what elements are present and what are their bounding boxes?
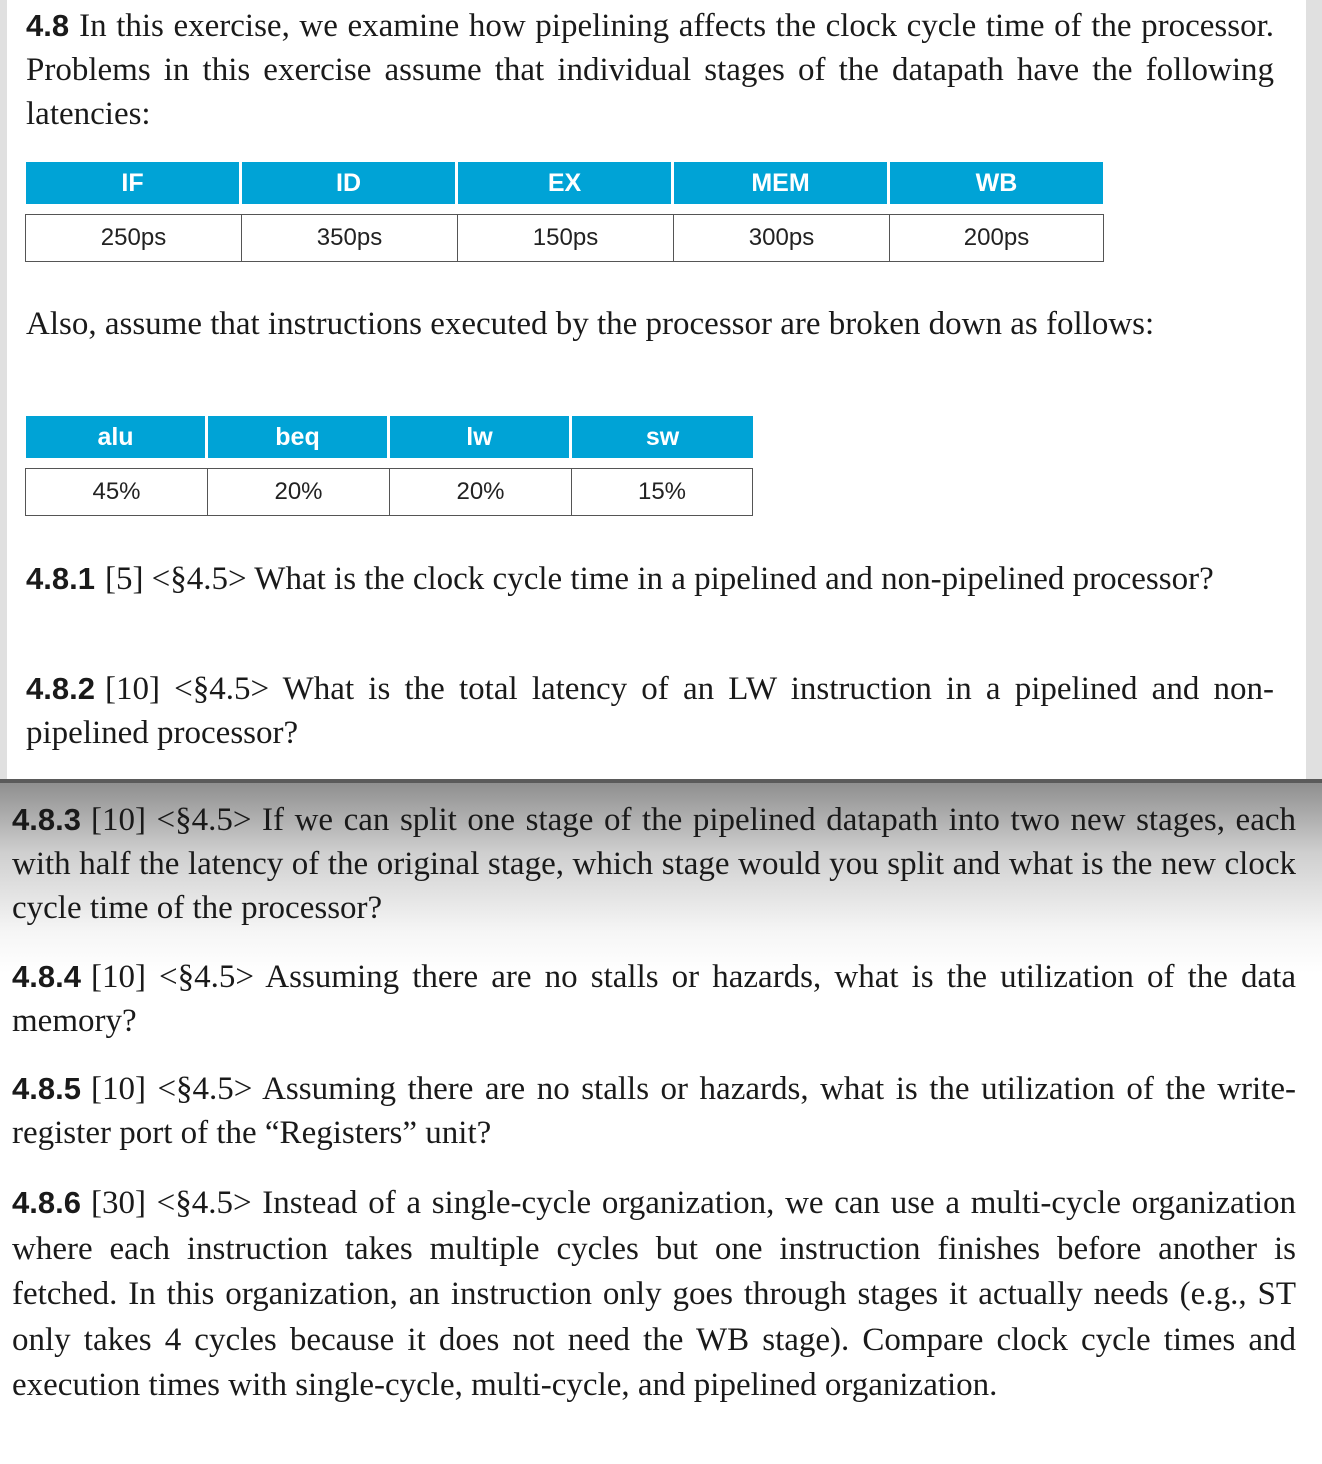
value-cell: 20%: [207, 469, 389, 515]
question-4-8-4: [12, 955, 1296, 1043]
header-cell: EX: [458, 162, 671, 204]
instruction-mix-text: Also, assume that instructions executed by the processor are broken down as follows:: [26, 306, 1155, 342]
mix-table-row: [25, 468, 753, 516]
mix-table-header: [26, 416, 753, 458]
latency-table-header: [26, 162, 1103, 204]
header-cell: MEM: [674, 162, 887, 204]
value-cell: 20%: [389, 469, 571, 515]
header-cell: IF: [26, 162, 239, 204]
header-cell: lw: [390, 416, 569, 458]
header-cell: WB: [890, 162, 1103, 204]
question-text: [10] <§4.5> Assuming there are no stalls or hazards, what is the utilization of the write-register port of the “Registers” unit?: [12, 1071, 1296, 1151]
value-cell: 45%: [92, 478, 141, 505]
exercise-number: 4.8: [26, 8, 70, 43]
header-cell: alu: [26, 416, 205, 458]
header-cell: sw: [572, 416, 753, 458]
value-cell: 15%: [571, 469, 752, 515]
question-text: [10] <§4.5> If we can split one stage of the pipelined datapath into two new stages, each with half the latency of the original stage, which stage would you split and what is the new clock cycle time of the processor?: [12, 802, 1296, 926]
question-text: [30] <§4.5> Instead of a single-cycle organization, we can use a multi-cycle organization where each instruction takes multiple cycles but one instruction finishes before another is fetched. In this organization, an instruction only goes through stages it actually needs (e.g., ST only takes 4 cycles because it does not need the WB stage). Compare clock cycle times and execution times with single-cycle, multi-cycle, and pipelined organization.: [12, 1185, 1296, 1403]
question-number: 4.8.5: [12, 1071, 81, 1106]
question-4-8-2: [26, 667, 1274, 755]
question-text: [10] <§4.5> What is the total latency of an LW instruction in a pipelined and non-pipelined processor?: [26, 671, 1274, 751]
intro-text: In this exercise, we examine how pipelining affects the clock cycle time of the processor. Problems in this exercise assume that individual stages of the datapath have the following latencies:: [26, 8, 1274, 132]
left-margin-strip: [0, 0, 7, 780]
latency-table-row: [25, 214, 1104, 262]
question-4-8-3: [12, 798, 1296, 930]
question-number: 4.8.3: [12, 802, 81, 837]
question-4-8-6: [12, 1180, 1296, 1409]
question-number: 4.8.4: [12, 959, 81, 994]
header-cell: ID: [242, 162, 455, 204]
lower-page-section: [0, 783, 1322, 1464]
exercise-intro: [26, 4, 1274, 136]
question-4-8-5: [12, 1067, 1296, 1155]
question-text: [5] <§4.5> What is the clock cycle time in a pipelined and non-pipelined processor?: [104, 561, 1214, 597]
value-cell: 300ps: [673, 215, 889, 261]
header-cell: beq: [208, 416, 387, 458]
value-cell: 350ps: [241, 215, 457, 261]
question-text: [10] <§4.5> Assuming there are no stalls or hazards, what is the utilization of the data memory?: [12, 959, 1296, 1039]
question-4-8-1: [26, 557, 1274, 601]
question-number: 4.8.6: [12, 1185, 81, 1220]
value-cell: 150ps: [457, 215, 673, 261]
value-cell: 200ps: [889, 215, 1103, 261]
question-number: 4.8.1: [26, 561, 95, 596]
right-scrollbar-strip: [1306, 0, 1322, 780]
value-cell: 250ps: [100, 224, 167, 251]
question-number: 4.8.2: [26, 671, 95, 706]
